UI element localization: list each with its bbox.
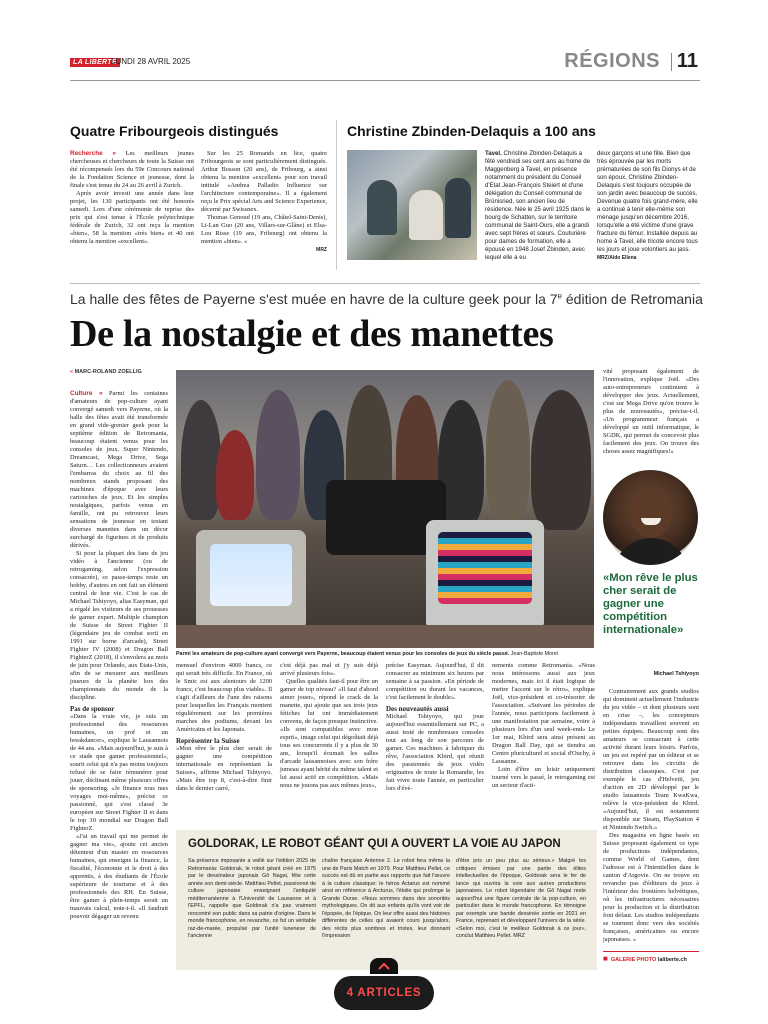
header-divider	[671, 53, 672, 71]
main-column-2: mensuel d'environ 4000 francs, ce qui serait très difficile. En France, où le Smic est aux alentours de 1200 francs, c'est beaucoup plus viable». Il s'agit d'ailleurs de l'une des raisons pour lesquelles les Français montent régulièrement sur les premières marches des podiums, devant les Américains et les Japonais. Représenter la Suisse «Mon rêve le plus cher serait de gagner une compétition internationale en représentant la Suisse», affirme Michael Tshiyoyo. «Mais être top 8, c'est-à-dire finir dans le dernier carré,	[176, 662, 272, 792]
section-title: RÉGIONS	[564, 50, 660, 72]
crt-tv-left	[196, 530, 306, 630]
main-paragraph: Si pour la plupart des fans de jeu vidéo à l'ancienne (ou de retrogaming, selon l'expression consacrée), ce passe-temps reste un hobby, d'autres en ont fait un élément central de leur vie. C'est le cas de Michael Tshiyoyo, alias Easyman, qui a régalé les visiteurs de ses prouesses de gamer expert. Multiple champion de Suisse de Street Fighter II (légendaire jeu de combat sorti en 1991 sur borne d'arcade), Street Fighter IV (2008) et Dragon Ball FighterZ (2018), il s'envolera au mois de juin pour Orlando, aux Etats-Unis, afin de se mesurer aux meilleurs joueurs de la planète lors des championnats du monde de la discipline.	[70, 550, 168, 701]
photo-caption: Parmi les amateurs de pop-culture ayant convergé vers Payerne, beaucoup étaient venus pour les consoles de jeux du siècle passé. Jean-Baptiste Morel	[176, 651, 558, 657]
gallery-rule	[603, 951, 699, 952]
sidebar-column: Sa présence imposante a veillé sur l'édition 2025 de Retromania: Goldorak, le robot géant créé en 1975 par le dessinateur japonais Gô Nagai, fête cette année son demi-siècle. Matthieu Pellet, passionné de culture japonaise enseignant l'antiquité méditerranéenne à l'Université de Lausanne et à l'EPFL, rappelle que Goldorak n'a pas vraiment rencontré son public dans sa patrie d'origine. Dans le monde francophone, en revanche, ce fut un véritable raz-de-marée, propulsé par l'unité lunenese de l'ancienne	[188, 858, 316, 939]
pull-quote-author: Michael Tshiyoyo	[653, 671, 699, 677]
main-column-5: nements comme Retromania. «Nous nous intéressons aussi aux jeux modernes, mais ici il était logique de mettre l'accent sur le rétro», explique Joël, vice-président et co-trésorier de l'association. «Suivant les périodes de l'année, nous participons facilement à une manifestation par semaine, voire à plusieurs lors d'un seul week-end» Le 1er mai, Kbird sera ainsi présent au Dragon Ball Day, qui se tiendra au Centre pluriculturel et social d'Ouchy, à Lausanne. Loin d'être un loisir uniquement tourné vers le passé, le retrogaming est un secteur d'acti-	[492, 662, 595, 789]
main-subtitle: La halle des fêtes de Payerne s'est muée en havre de la culture geek pour la 7e édition de Retromania	[70, 291, 703, 307]
camera-icon: ■	[603, 954, 608, 963]
goldorak-sidebar[interactable]	[176, 830, 597, 970]
person-figure	[445, 178, 471, 238]
subheading-represent-switzerland: Représenter la Suisse	[176, 737, 240, 745]
brief2-column-2	[597, 150, 700, 262]
issue-date: LUNDI 28 AVRIL 2025	[111, 57, 191, 66]
main-column-6-top: vité proposant également de l'innovation, explique Joël. «Des auto-entrepreneurs continuent à développer des jeux. Actuellement, c'est sur Mega Drive qu'on trouve le plus de nouveautés», précise-t-il. «Un programmeur français a développé un outil informatique, le SGDK, qui permet de concevoir plus facilement des jeux. On trouve des choses assez magnifiques!»	[603, 368, 699, 455]
brief1-paragraph: Les meilleurs jeunes chercheuses et chercheurs de toute la Suisse ont été récompensés lors du 59e Concours national de la Fondation Science et jeunesse, dont la finale s'est tenue du 24 au 26 avril à Zurich.	[70, 150, 194, 189]
brief2-lead: Tavel.	[485, 150, 502, 157]
masthead	[70, 50, 700, 78]
main-paragraph: «Dans la vraie vie, je suis un professionnel des ressources humaines, un prof et un breakdancer», explique le Lausannois de 44 ans. «Mais aujourd'hui, je suis à ce stade que gamer professionnel», sourit celui qui n'a pas moins toujours refusé de se faire rémunérer pour jouer, déclinant même plusieurs offres de sponsoring. «Je finance tous mes voyages moi-même», précise ce passionné, qui s'est classé 3e européen sur Street Fighter II et dans le top 10 mondial sur Dragon Ball FighterZ.	[70, 713, 168, 832]
brief1-signature: MRZ	[316, 247, 327, 253]
brief2-paragraph: deux garçons et une fille. Bien que très éprouvée par les morts prématurées de son fils Dionys et de son époux, Christine Zbinden-Delaquis s'est toujours occupée de son jardin avec beaucoup de succès. Devenue quatre fois grand-mère, elle a continué à tenir elle-même son ménage jusqu'en décembre 2016, lorsqu'elle a été victime d'une grave fracture du fémur. Installée depuis au home à Tavel, elle tricote encore tous les jours et joue volontiers au jass.	[597, 150, 698, 253]
column-divider	[336, 120, 337, 270]
crt-tv-right	[426, 520, 544, 630]
expand-up-button[interactable]	[370, 958, 398, 974]
main-paragraph: «J'ai un travail qui me permet de gagner ma vie», ajoute cet ancien détenteur d'un master en ressources humaines, qui enseigne la finance, la fiscalité, l'économie et le droit à des apprentis, à des étudiants de l'École supérieure de tourisme et à des professionnels des RH. En Suisse, être gamer à plein-temps serait un mauvais calcul, note-t-il. «Il faudrait pouvoir dégager un revenu	[70, 833, 168, 920]
brief1-column-2	[201, 150, 327, 254]
main-kicker: Culture »	[70, 390, 103, 397]
photo-gallery-link[interactable]: ■ GALERIE PHOTO laliberte.ch	[603, 954, 687, 963]
brief2-column-1	[485, 150, 591, 262]
person-figure	[409, 190, 443, 240]
section-rule	[70, 283, 700, 284]
centenarian-photo[interactable]	[347, 150, 477, 260]
sidebar-title: GOLDORAK, LE ROBOT GÉANT QUI A OUVERT LA VOIE AU JAPON	[188, 838, 561, 850]
top-rule	[70, 80, 700, 81]
subheading-novelties: Des nouveautés aussi	[386, 705, 449, 713]
brief2-signature: MRZ/Aldo Ellena	[597, 255, 637, 261]
portrait-face	[630, 488, 672, 538]
brief1-paragraph: Sur les 25 Romands en lice, quatre Fribourgeois se sont particulièrement distingués. Arthur Bosson (20 ans), de Fribourg, a ainsi obtenu la mention «excellent» pour son travail intitulé «Andrea Palladio Influence sur l'architecture contemporaine». Il a également reçu le Prix spécial Arts and Science Experience, décerné par Swissnex.	[201, 150, 327, 213]
pull-quote: «Mon rêve le plus cher serait de gagner une compétition internationale»	[603, 572, 698, 636]
main-headline[interactable]: De la nostalgie et des manettes	[70, 313, 554, 355]
brief1-column-1	[70, 150, 194, 246]
newspaper-logo: LA LIBERTÉ	[70, 58, 120, 67]
chevron-up-icon	[378, 962, 390, 970]
main-column-3: c'est déjà pas mal et j'y suis déjà arrivé plusieurs fois». Quelles qualités faut-il pour être un gamer de top niveau? «Il faut d'abord aimer jouer», répond le crack de la manette, qui ajoute que ses trois jeux fétiches lui ont immédiatement convenu, de façon presque instinctive. «Ils sont compatibles avec mon esprit», image celui qui dégoûtait déjà tous ses concurrents il y a plus de 30 ans, lorsqu'il écumait les salles d'arcade lausannoises avec son frère jumeau ayant hérité du même talent et lui aussi actif en compétition. «Mais nous ne jouons pas aux mêmes jeux»,	[280, 662, 378, 789]
person-figure	[367, 180, 397, 235]
brief1-paragraph: Après avoir investi une année dans leur projet, les 130 participants ont été honorés samedi. Lors d'une cérémonie de reprise des prix qui s'est tenue à l'École polytechnique fédérale de Zurich, 32 ont reçu la mention «bien», 58 la mention «très bien» et 40 ont obtenu la mention «excellent».	[70, 190, 194, 245]
brief1-kicker: Recherche »	[70, 150, 116, 157]
main-column-6-bottom: Contrairement aux grands studios qui dominent actuellement l'industrie du jeu vidéo – et dont plusieurs sont en crise –, les concepteurs indépendants travaillent souvent en petites équipes. Beaucoup sont des amateurs se consacrant à cette activité durant leurs loisirs. Parfois, un jeu est repéré par un éditeur et se retrouve dans les circuits de distribution classiques. C'est par exemple le cas d'Helvetii, jeu d'action en 2D développé par le studio lausannois Team KwaKwa, relève le vice-président de Kbird. «Aujourd'hui, il est notamment disponible sur Steam, PlayStation 4 et Nintendo Switch.» Des magasins en ligne basés en Suisse proposent également ce type de productions indépendantes, comme World of Games, dont l'adresse est à l'Intentiellen dans le canton d'Argovie. On ne trouve en revanche pas d'éditeurs de jeux à l'intérieur des frontières helvétiques, où les infrastructures nécessaires pour la production et la distribution font défaut. Les studios indépendants se tournent donc vers des sociétés françaises, américaines ou encore japonaises. »	[603, 688, 699, 943]
page-number: 11	[676, 50, 698, 72]
main-column-4: précise Easyman. Aujourd'hui, il dit consacrer au minimum six heures par semaine à sa passion. «En période de compétition ou durant les vacances, c'est facilement le double». Des nouveautés aussi Michael Tshiyoyo, qui joue aujourd'hui essentiellement sur PC, a aussi testé de nombreuses consoles tout au long de son parcours de gamer. Ces machines à fabriquer du rêve, l'association Kbird, qui réunit des passionnés de jeux vidéo originaires de toute la Romandie, les fait vivre toute l'année, en particulier lors d'évé-	[386, 662, 484, 792]
portrait-shirt	[613, 538, 689, 565]
brief-headline-centenarian[interactable]: Christine Zbinden-Delaquis a 100 ans	[347, 123, 596, 139]
retromania-photo[interactable]	[176, 370, 594, 648]
subheading-no-sponsor: Pas de sponsor	[70, 705, 115, 713]
byline: « MARC-ROLAND ZOELLIG	[70, 369, 142, 375]
photo-credit: Jean-Baptiste Morel	[510, 651, 558, 657]
brief2-paragraph: Christine Zbinden-Delaquis a fêté vendredi ses cent ans au home de Maggenberg à Tavel, en présence notamment du président du Conseil d'Etat Jean-François Steiert et d'une délégation du Conseil communal de Brünisried, son ancien lieu de résidence. Née le 25 avril 1925 dans le bourg de Schatten, sur le territoire communal de Saint-Ours, elle a grandi avec sept frères et sœurs. Couturière pour dames de formation, elle a épousé en 1948 Josef Zbinden, avec lequel elle a eu	[485, 150, 591, 261]
sidebar-column: d'être pris un peu plus au sérieux.» Malgré les critiques émises par une partie des élites intellectuelles de l'époque, Goldorak sera le fer de lance qui ouvrira la voie aux autres productions japonaises. Le robot légendaire de Gô Nagai reste aujourd'hui une figure centrale de la pop-culture, en particulier dans le monde francophone. En témoigne par exemple une bande dessinée sortie en 2021 en France, reprenant et développant l'univers de la série. «Selon moi, c'est le meilleur Goldorak à ce jour», conclut Matthieu Pellet. MRZ	[456, 858, 586, 939]
sidebar-column: chaîne française Antenne 2. Le robot fera même la une de Paris Match en 1979. Pour Matthieu Pellet, ce succès est dû en partie aux rapports que fait l'œuvre à la culture classique: le héros Actarus est nommé ainsi en référence à Arcturus, l'étoile qui prolonge la Grande Ourse. «Nous sommes dans des sonorités mythologiques. On dit aux enfants qu'ils vont voir de l'épopée, de l'épique. On leur offre aussi des histoires différentes de celles qui avaient cours jusqu'alors, des récits plus sombres et tristes, leur donnant l'impression	[322, 858, 450, 939]
main-column-1: Culture » Parmi les centaines d'amateurs de pop-culture ayant convergé samedi vers Payerne, où la halle des fêtes avait été transformée en grand vide-grenier geek pour la septième édition de Retromania, beaucoup étaient venus pour les consoles de jeux. Super Nintendo, Dreamcast, Mega Drive, Sega Saturn… Les collectionneurs avaient l'embarras du choix au fil des nombreux stands proposant des machines d'époque avec leurs cartouches de jeux. Et les simples nostalgiques, parfois venus en famille, ont pu retrouver leurs sensations de jeunesse en testant diverses manettes dans un décor surchargé de figurines et de produits dérivés. Si pour la plupart des fans de jeu vidéo à l'ancienne (ou de retrogaming, selon l'expression consacrée), ce passe-temps reste un hobby, d'autres en ont fait un élément central de leur vie. C'est le cas de Michael Tshiyoyo, alias Easyman, qui a régalé les visiteurs de ses prouesses de gamer expert. Multiple champion de Suisse de Street Fighter II (légendaire jeu de combat sorti en 1991 sur borne d'arcade), Street Fighter IV (2008) et Dragon Ball FighterZ (2018), il s'envolera au mois de juin pour Orlando, aux Etats-Unis, afin de se mesurer aux meilleurs joueurs de la planète lors des championnats du monde de la discipline. Pas de sponsor «Dans la vraie vie, je suis un professionnel des ressources humaines, un prof et un breakdancer», explique le Lausannois de 44 ans. «Mais aujourd'hui, je suis à ce stade que gamer professionnel», sourit celui qui n'a pas moins toujours refusé de se faire rémunérer pour jouer, déclinant même plusieurs offres de sponsoring. «Je finance tous mes voyages moi-même», précise ce passionné, qui s'est classé 3e européen sur Street Fighter II et dans le top 10 mondial sur Dragon Ball FighterZ. «J'ai un travail qui me permet de gagner ma vie», ajoute cet ancien détenteur d'un master en ressources humaines, qui enseigne la finance, la fiscalité, l'économie et le droit à des apprentis, à des étudiants de l'École supérieure de tourisme et à des professionnels des RH. En Suisse, être gamer à plein-temps serait un mauvais calcul, note-t-il. «Il faudrait pouvoir dégager un revenu	[70, 390, 168, 920]
brief1-paragraph: Thomas Genoud (19 ans, Châtel-Saint-Denis), Li-Lan Guo (20 ans, Villars-sur-Glâne) et Elsa-Lou Risse (19 ans, Fribourg) ont obtenu la mention «bien». »	[201, 214, 327, 245]
portrait-michael-tshiyoyo[interactable]	[603, 470, 698, 565]
brief-headline-fribourgeois[interactable]: Quatre Fribourgeois distingués	[70, 123, 279, 139]
articles-button[interactable]: 4 ARTICLES	[334, 976, 434, 1010]
